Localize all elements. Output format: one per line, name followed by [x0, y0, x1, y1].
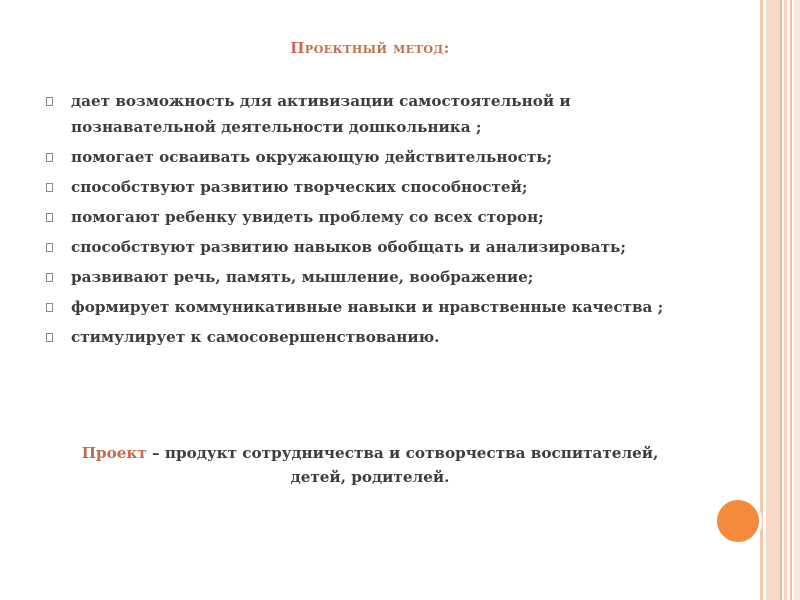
square-bullet-icon [46, 303, 53, 312]
square-bullet-icon [46, 213, 53, 222]
square-bullet-icon [46, 97, 53, 106]
slide-title: Проектный метод: [290, 39, 450, 57]
orange-circle-icon [714, 497, 762, 545]
list-item-text: способствуют развитию творческих способностей; [71, 178, 528, 196]
summary-term: Проект [81, 444, 147, 462]
border-stripe [766, 0, 780, 600]
list-item-text: способствуют развитию навыков обобщать и анализировать; [71, 238, 626, 256]
list-item [46, 204, 686, 230]
border-stripe [794, 0, 800, 600]
border-stripe [780, 0, 782, 600]
list-item [46, 234, 686, 260]
square-bullet-icon [46, 243, 53, 252]
list-item-text: развивают речь, память, мышление, воображение; [71, 268, 534, 286]
list-item [46, 294, 686, 320]
list-item [46, 174, 686, 200]
list-item-text: формирует коммуникативные навыки и нравственные качества ; [71, 298, 664, 316]
square-bullet-icon [46, 273, 53, 282]
list-item [46, 144, 686, 170]
summary-rest: – продукт сотрудничества и сотворчества воспитателей, детей, родителей. [146, 444, 659, 486]
list-item-text: помогают ребенку увидеть проблему со всех сторон; [71, 208, 544, 226]
border-stripe [790, 0, 792, 600]
list-item [46, 264, 686, 290]
list-item-text: помогает осваивать окружающую действительность; [71, 148, 553, 166]
bullet-list [46, 88, 686, 354]
list-item [46, 88, 686, 140]
border-stripe [784, 0, 787, 600]
square-bullet-icon [46, 153, 53, 162]
list-item [46, 324, 686, 350]
square-bullet-icon [46, 333, 53, 342]
border-stripe [760, 0, 763, 600]
summary-text [60, 441, 680, 489]
list-item-text: стимулирует к самосовершенствованию. [71, 328, 440, 346]
list-item-text: дает возможность для активизации самостоятельной и познавательной деятельности дошкольника ; [71, 92, 571, 136]
square-bullet-icon [46, 183, 53, 192]
